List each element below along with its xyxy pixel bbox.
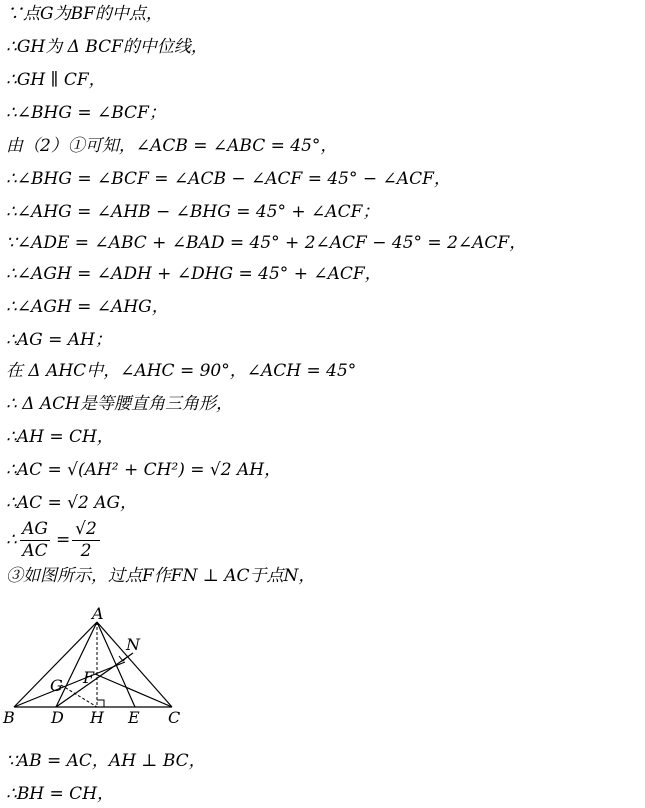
solution-line: ∴AG = AH； [6, 330, 112, 350]
label-b: B [3, 708, 15, 727]
label-d: D [51, 708, 64, 727]
solution-line: ∴GH为 Δ BCF的中位线， [6, 37, 208, 57]
label-h: H [90, 708, 104, 727]
solution-line: ∴AC = √(AH² + CH²) = √2 AH， [6, 460, 282, 480]
label-e: E [128, 708, 140, 727]
label-f: F [83, 668, 95, 687]
geometry-figure [0, 605, 200, 730]
fraction-root2-2: √2 2 [72, 520, 100, 561]
label-a: A [92, 605, 104, 623]
solution-line: 在 Δ AHC中，∠AHC = 90°，∠ACH = 45° [6, 361, 357, 381]
solution-line: ∴ Δ ACH是等腰直角三角形， [6, 394, 234, 414]
solution-line: ∴∠AGH = ∠AHG， [6, 297, 169, 317]
segment-fc [95, 674, 172, 707]
solution-line: ∴AH = CH， [6, 427, 114, 447]
solution-line: ∴∠BHG = ∠BCF； [6, 103, 166, 123]
right-angle-h [97, 700, 104, 707]
segment-bf [14, 662, 125, 707]
solution-line: ∴BH = CH， [6, 784, 115, 804]
solution-line: ∵∠ADE = ∠ABC + ∠BAD = 45° + 2∠ACF − 45° = 2∠ACF， [6, 233, 527, 253]
solution-line: ∵AB = AC，AH ⊥ BC， [6, 751, 206, 771]
solution-line: ∵点G为BF的中点， [6, 4, 163, 24]
label-n: N [126, 635, 140, 654]
solution-line: ∴GH ∥ CF， [6, 70, 106, 90]
right-angle-n [119, 656, 127, 661]
solution-line: ③如图所示，过点F作FN ⊥ AC于点N， [6, 566, 316, 586]
fraction-ag-ac: AG AC [20, 520, 50, 561]
segment-dn [56, 653, 133, 707]
label-g: G [50, 676, 63, 695]
solution-line: ∴AC = √2 AG， [6, 493, 138, 513]
segment-gh [61, 685, 97, 707]
solution-line: 由（2）①可知，∠ACB = ∠ABC = 45°， [6, 136, 338, 156]
solution-line: ∴∠AHG = ∠AHB − ∠BHG = 45° + ∠ACF； [6, 202, 380, 222]
solution-line: ∴∠AGH = ∠ADH + ∠DHG = 45° + ∠ACF， [6, 264, 382, 284]
solution-line: ∴∠BHG = ∠BCF = ∠ACB − ∠ACF = 45° − ∠ACF， [6, 169, 451, 189]
label-c: C [168, 708, 181, 727]
